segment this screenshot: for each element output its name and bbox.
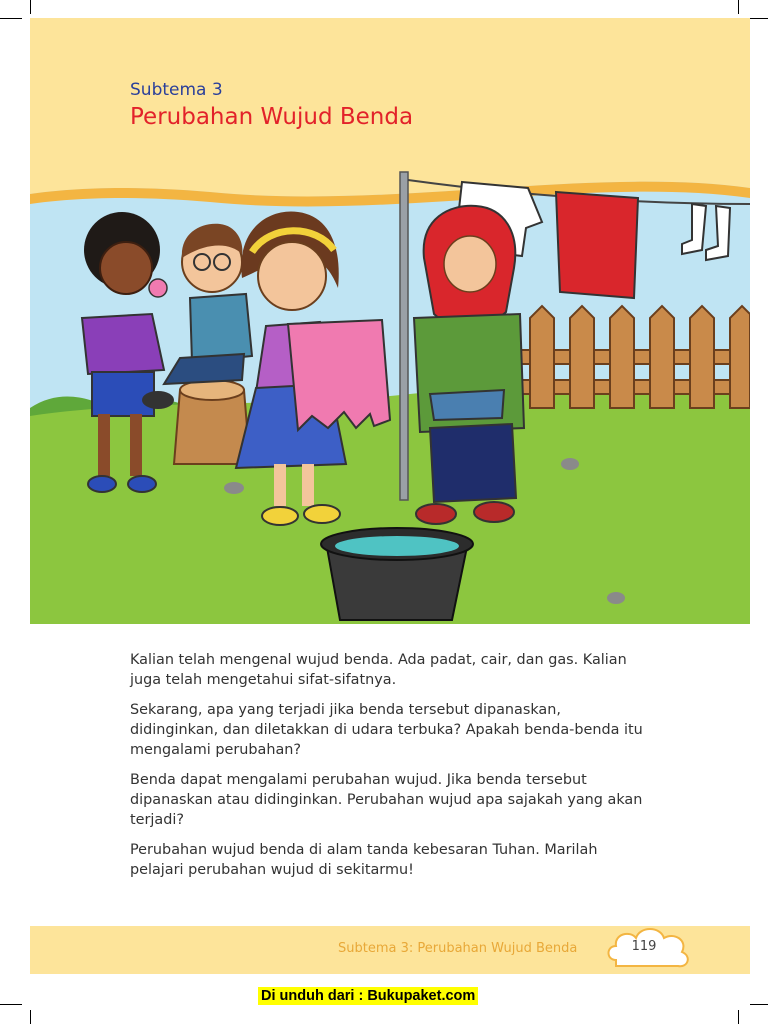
body-text [130,650,650,890]
washing-basin [321,528,473,620]
clothesline-pole [400,172,408,500]
source-note: Di unduh dari : Bukupaket.com [258,987,478,1005]
chapter-title: Perubahan Wujud Benda [130,104,414,130]
children-laundry-illustration-icon [30,158,750,624]
stone [561,458,579,470]
paragraph: Benda dapat mengalami perubahan wujud. Jika benda tersebut dipanaskan atau didinginkan. Perubahan wujud apa sajakah yang akan terjadi? [130,772,643,828]
subtema-label: Subtema 3 [130,80,223,100]
footer-band [30,926,750,974]
page-number: 119 [631,939,657,954]
crop-mark [0,18,22,19]
paragraph: Kalian telah mengenal wujud benda. Ada padat, cair, dan gas. Kalian juga telah mengetahui sifat-sifatnya. [130,652,627,688]
crop-mark [30,1010,31,1024]
red-towel [556,192,638,298]
crop-mark [738,1010,739,1024]
running-title: Subtema 3: Perubahan Wujud Benda [338,941,578,956]
stone [607,592,625,604]
paragraph: Sekarang, apa yang terjadi jika benda tersebut dipanaskan, didinginkan, dan diletakkan di udara terbuka? Apakah benda-benda itu mengalami perubahan? [130,702,643,758]
stone [224,482,244,494]
crop-mark [0,1004,22,1005]
tree-stump [174,390,250,464]
pink-cloth [288,320,390,430]
book-page [30,18,750,1006]
crop-mark [30,0,31,14]
paragraph: Perubahan wujud benda di alam tanda kebesaran Tuhan. Marilah pelajari perubahan wujud di sekitarmu! [130,842,598,878]
crop-mark [738,0,739,14]
